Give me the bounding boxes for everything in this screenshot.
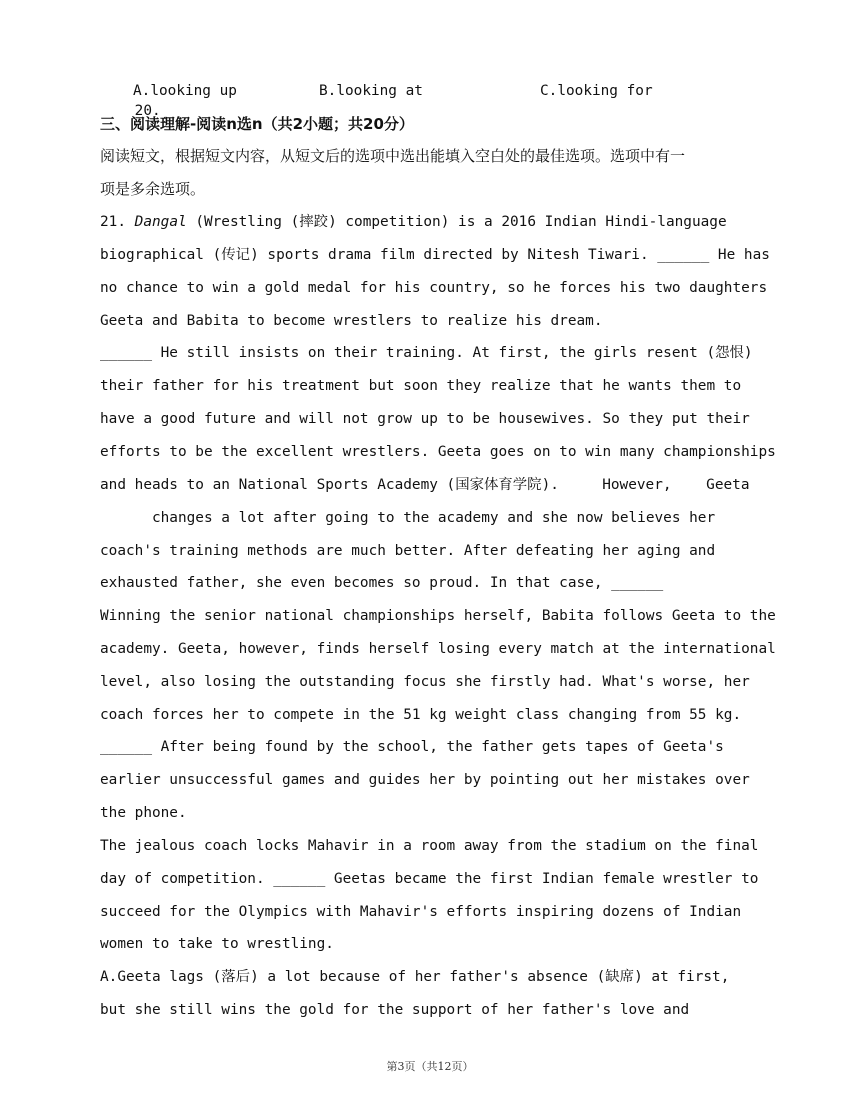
passage-line: Winning the senior national championships herself, Babita follows Geeta to the	[100, 608, 776, 624]
passage-line: academy. Geeta, however, finds herself losing every match at the international	[100, 641, 776, 657]
passage-line: level, also losing the outstanding focus she firstly had. What's worse, her	[100, 674, 750, 690]
passage-line: changes a lot after going to the academy and she now believes her	[100, 510, 716, 526]
passage-line: coach's training methods are much better. After defeating her aging and	[100, 543, 716, 559]
question-number: 20.	[134, 103, 161, 119]
passage-line: ______ After being found by the school, the father gets tapes of Geeta's	[100, 739, 724, 755]
passage-line: earlier unsuccessful games and guides her by pointing out her mistakes over	[100, 772, 750, 788]
passage-line: no chance to win a gold medal for his country, so he forces his two daughters	[100, 280, 768, 296]
film-title: Dangal	[134, 214, 187, 230]
passage-line	[100, 212, 770, 232]
passage-line: biographical (传记) sports drama film directed by Nitesh Tiwari. ______ He has	[100, 247, 770, 263]
passage-line: Geeta and Babita to become wrestlers to realize his dream.	[100, 313, 603, 329]
passage-line: coach forces her to compete in the 51 kg weight class changing from 55 kg.	[100, 707, 742, 723]
section-heading: 三、阅读理解-阅读n选n（共2小题；共20分）	[100, 115, 414, 133]
option-b: B.looking at	[319, 83, 423, 99]
passage-line: and heads to an National Sports Academy (国家体育学院). However, Geeta	[100, 477, 750, 493]
passage-line: their father for his treatment but soon they realize that he wants them to	[100, 378, 742, 394]
passage-line: have a good future and will not grow up to be housewives. So they put their	[100, 411, 750, 427]
passage-line: succeed for the Olympics with Mahavir's efforts inspiring dozens of Indian	[100, 904, 742, 920]
instruction-line: 阅读短文，根据短文内容，从短文后的选项中选出能填入空白处的最佳选项。选项中有一	[100, 147, 686, 165]
passage-line: ______ He still insists on their training. At first, the girls resent (怨恨)	[100, 345, 753, 361]
question-number: 21.	[100, 214, 126, 230]
passage-line: exhausted father, she even becomes so proud. In that case, ______	[100, 575, 664, 591]
passage-line: A.Geeta lags (落后) a lot because of her father's absence (缺席) at first,	[100, 969, 730, 985]
option-a: A.looking up	[133, 83, 237, 99]
page-footer: 第3页（共12页）	[386, 1060, 474, 1073]
passage-text: (Wrestling (摔跤) competition) is a 2016 Indian Hindi-language	[186, 214, 727, 230]
passage-line: The jealous coach locks Mahavir in a room away from the stadium on the final	[100, 838, 759, 854]
passage-line: but she still wins the gold for the support of her father's love and	[100, 1002, 690, 1018]
option-c: C.looking for	[540, 83, 653, 99]
instruction-line: 项是多余选项。	[100, 180, 206, 198]
passage-line: women to take to wrestling.	[100, 936, 334, 952]
passage-line: efforts to be the excellent wrestlers. Geeta goes on to win many championships	[100, 444, 776, 460]
passage-line: the phone.	[100, 805, 187, 821]
passage-line: day of competition. ______ Geetas became the first Indian female wrestler to	[100, 871, 759, 887]
